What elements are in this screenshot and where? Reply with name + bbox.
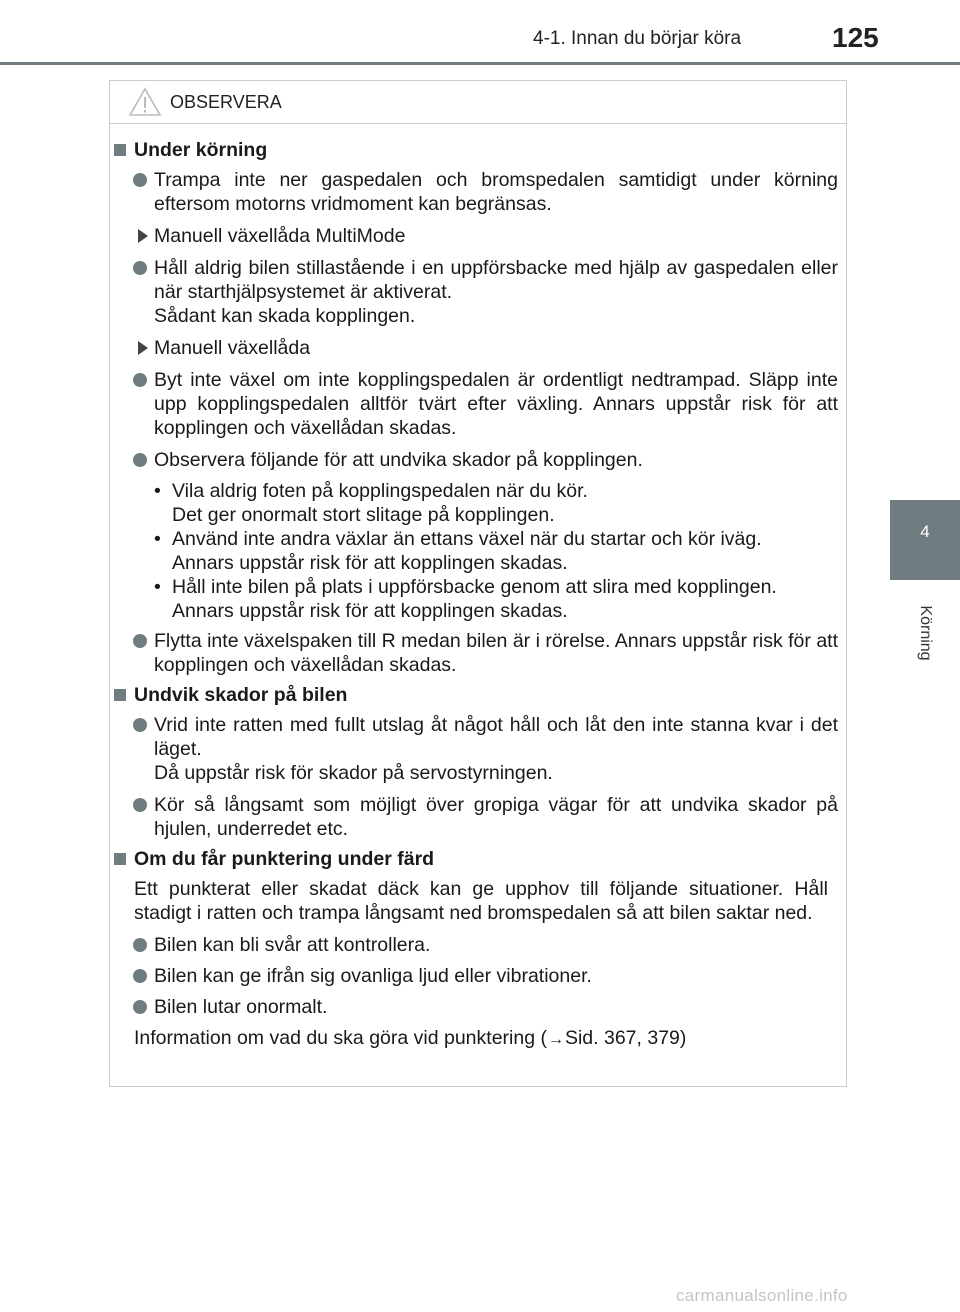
watermark: carmanualsonline.info (676, 1286, 848, 1305)
paragraph: Ett punkterat eller skadat däck kan ge upphov till följande situationer. Håll stadigt i ratten och trampa långsamt ned bromspedalen så att bilen saktar ned. (134, 878, 828, 924)
list-item: Flytta inte växelspaken till R medan bilen är i rörelse. Annars uppstår risk för att kopplingen och växellådan skadas. (110, 629, 846, 677)
triangle-marker-icon (138, 341, 148, 355)
small-bullet-icon: • (154, 480, 161, 502)
small-bullet-icon: • (154, 528, 161, 550)
arrow-right-icon: → (547, 1031, 564, 1048)
section-title: 4-1. Innan du börjar köra (533, 28, 742, 49)
list-item: Kör så långsamt som möjligt över gropiga vägar för att undvika skador på hjulen, underredet etc. (110, 793, 846, 841)
small-bullet-icon: • (154, 576, 161, 598)
list-item: Trampa inte ner gaspedalen och bromspedalen samtidigt under körning eftersom motorns vridmoment kan begränsas. (110, 168, 846, 216)
square-bullet-icon (114, 144, 126, 156)
chapter-label: Körning (917, 605, 934, 661)
list-item: Observera följande för att undvika skador på kopplingen. (110, 448, 846, 472)
round-bullet-icon (133, 373, 147, 387)
sub-heading: Manuell växellåda (110, 336, 846, 360)
round-bullet-icon (133, 938, 147, 952)
sub-list-item: • Håll inte bilen på plats i uppförsbacke genom att slira med kopplingen. Annars uppstår risk för att kopplingen skadas. (154, 576, 777, 622)
page-link[interactable]: Sid. 367, 379) (564, 1027, 687, 1049)
sub-list-item: • Vila aldrig foten på kopplingspedalen när du kör. Det ger onormalt stort slitage på kopplingen. (154, 480, 588, 526)
sub-heading: Manuell växellåda MultiMode (110, 224, 846, 248)
square-bullet-icon (114, 853, 126, 865)
header-rule (0, 62, 960, 65)
list-item: Bilen kan ge ifrån sig ovanliga ljud eller vibrationer. (110, 964, 846, 988)
round-bullet-icon (133, 634, 147, 648)
caution-content (110, 138, 846, 1052)
caution-header (110, 81, 846, 124)
page-reference: Information om vad du ska göra vid punktering (→Sid. 367, 379) (110, 1026, 846, 1052)
caution-title: OBSERVERA (170, 92, 282, 112)
sub-list-item: • Använd inte andra växlar än ettans växel när du startar och kör iväg. Annars uppstår risk för att kopplingen skadas. (154, 528, 762, 574)
triangle-marker-icon (138, 229, 148, 243)
chapter-number: 4 (920, 522, 930, 541)
section-heading: Undvik skador på bilen (110, 683, 846, 707)
round-bullet-icon (133, 173, 147, 187)
round-bullet-icon (133, 453, 147, 467)
page-number: 125 (832, 22, 879, 53)
section-heading: Under körning (110, 138, 846, 162)
round-bullet-icon (133, 1000, 147, 1014)
warning-triangle-icon (128, 87, 162, 117)
list-item: Vrid inte ratten med fullt utslag åt något håll och låt den inte stanna kvar i det läget. Då uppstår risk för skador på servostyrningen. (110, 713, 846, 785)
round-bullet-icon (133, 969, 147, 983)
list-item: Bilen kan bli svår att kontrollera. (110, 933, 846, 957)
list-item: Bilen lutar onormalt. (110, 995, 846, 1019)
list-item: Håll aldrig bilen stillastående i en uppförsbacke med hjälp av gaspedalen eller när starthjälpsystemet är aktiverat. Sådant kan skada kopplingen. (110, 256, 846, 328)
caution-box (109, 80, 847, 1087)
section-heading: Om du får punktering under färd (110, 847, 846, 871)
round-bullet-icon (133, 261, 147, 275)
list-item: Byt inte växel om inte kopplingspedalen är ordentligt nedtrampad. Släpp inte upp kopplingspedalen alltför tvärt efter växling. Annars uppstår risk för att kopplingen och växellådan skadas. (110, 368, 846, 440)
round-bullet-icon (133, 798, 147, 812)
chapter-label-wrap (890, 585, 960, 681)
square-bullet-icon (114, 689, 126, 701)
round-bullet-icon (133, 718, 147, 732)
